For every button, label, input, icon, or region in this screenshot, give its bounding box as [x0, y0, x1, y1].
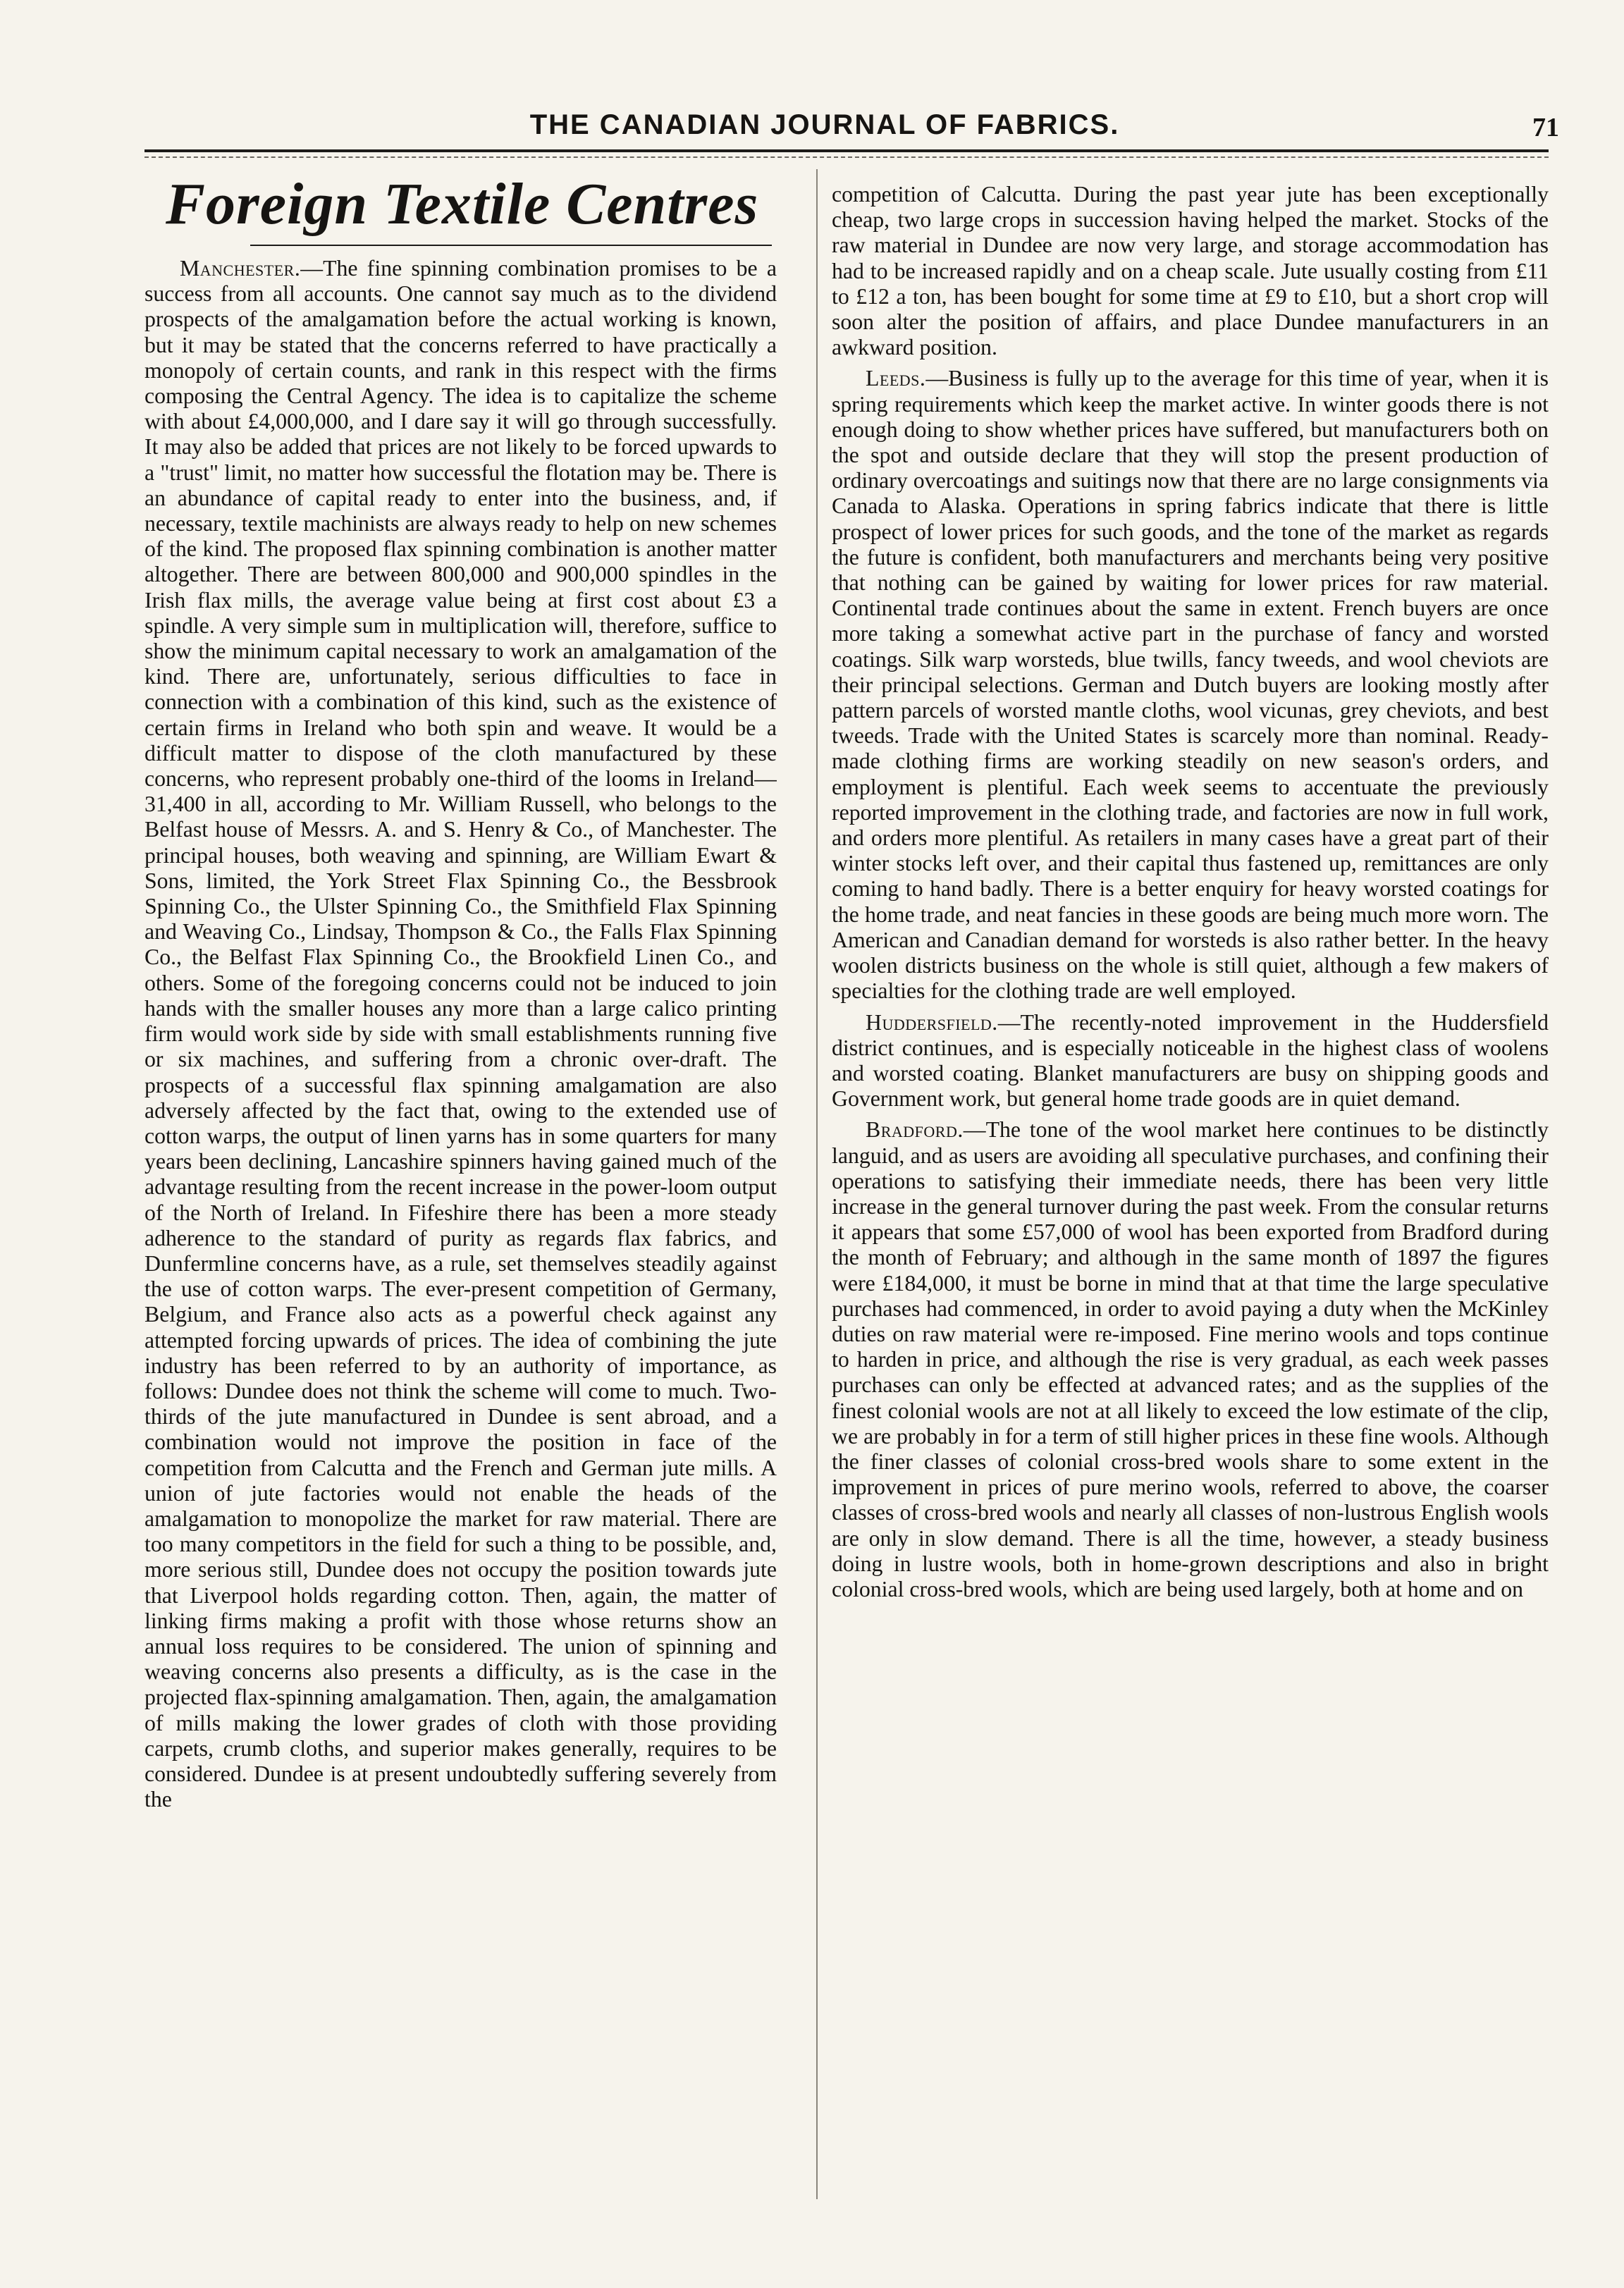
- place-huddersfield: Huddersfield.: [866, 1009, 998, 1035]
- title-rule: [250, 245, 772, 246]
- leeds-text: —Business is fully up to the average for this time of year, when it is spring requirements which keep the market active. In winter goods there is not enough doing to show whether prices have suffered, but manufacturers both on the spot and outside declare that they will stop the present production of ordinary overcoatings and suitings now that there are no large consignments via Canada to Alaska. Operations in spring fabrics indicate that there is little prospect of lower prices for such goods, and the tone of the market as regards the future is confident, both manufacturers and merchants being very positive that nothing can be gained by waiting for lower prices for raw material. Continental trade continues about the same in extent. French buyers are once more taking a somewhat active part in the purchase of fancy and worsted coatings. Silk warp worsteds, blue twills, fancy tweeds, and wool cheviots are their principal selections. German and Dutch buyers are looking mostly after pattern parcels of worsted mantle cloths, wool vicunas, grey cheviots, and best tweeds. Trade with the United States is scarcely more than nominal. Ready-made clothing firms are working steadily on new season's orders, and employment is plentiful. Each week seems to accentuate the previously reported improvement in the clothing trade, and factories are now in full work, and orders more plentiful. As retailers in many cases have a great part of their winter stocks left over, and their capital thus fastened up, remittances are only coming to hand badly. There is a better enquiry for heavy worsted coatings for the home trade, and neat fancies in these goods are being much more worn. The American and Canadian demand for worsteds is also rather better. In the heavy woolen districts business on the whole is still quiet, although a few makers of specialties for the clothing trade are well employed.: [832, 366, 1549, 1004]
- page-number: 71: [1532, 113, 1559, 142]
- place-manchester: Manchester.: [180, 256, 301, 281]
- header-rule-dashed: [144, 156, 1549, 158]
- left-column: [144, 166, 777, 2260]
- bradford-paragraph: [832, 1117, 1549, 1602]
- huddersfield-text: —The recently-noted improvement in the Huddersfield district continues, and is especially noticeable in the highest class of woolens and worsted coating. Blanket manufacturers are busy on shipping goods and Government work, but general home trade goods are in quiet demand.: [832, 1009, 1549, 1112]
- bradford-text: —The tone of the wool market here continues to be distinctly languid, and as users are avoiding all speculative purchases, and confining their operations to satisfying their immediate needs, there has been very little increase in the general turnover during the past week. From the consular returns it appears that some £57,000 of wool has been exported from Bradford during the month of February; and although in the same month of 1897 the figures were £184,000, it must be borne in mind that at that time the large speculative purchases had commenced, in order to avoid paying a duty when the McKinley duties on raw material were re-imposed. Fine merino wools and tops continue to harden in price, and although the rise is very gradual, as each week passes purchases can only be effected at advanced rates; and as the supplies of the finest colonial wools are not at all likely to exceed the low estimate of the clip, we are probably in for a term of still higher prices in these fine wools. Although the finer classes of colonial cross-bred wools share to some extent in the improvement in prices of pure merino wools, referred to above, the coarser classes of cross-bred wools and nearly all classes of non-lustrous English wools are only in slow demand. There is all the time, however, a steady business doing in lustre wools, both in home-grown descriptions and also in bright colonial cross-bred wools, which are being used largely, both at home and on: [832, 1117, 1549, 1601]
- column-divider: [816, 169, 818, 2199]
- huddersfield-paragraph: [832, 1010, 1549, 1112]
- leeds-paragraph: [832, 366, 1549, 1004]
- continuation-paragraph: competition of Calcutta. During the past year jute has been exceptionally cheap, two large crops in succession having helped the market. Stocks of the raw material in Dundee are now very large, and storage accommodation has had to be increased rapidly and on a cheap scale. Jute usually costing from £11 to £12 a ton, has been bought for some time at £9 to £10, but a short crop will soon alter the position of affairs, and place Dundee manufacturers in an awkward position.: [832, 182, 1549, 360]
- place-bradford: Bradford.: [866, 1117, 964, 1143]
- manchester-text: —The fine spinning combination promises to be a success from all accounts. One cannot say much as to the dividend prospects of the amalgamation before the actual working is known, but it may be stated that the concerns referred to have practically a monopoly of certain counts, and rank in this respect with the firms composing the Central Agency. The idea is to capitalize the scheme with about £4,000,000, and I dare say it will go through successfully. It may also be added that prices are not likely to be forced upwards to a "trust" limit, no matter how successful the flotation may be. There is an abundance of capital ready to enter into the business, and, if necessary, textile machinists are always ready to help on new schemes of the kind. The proposed flax spinning combination is another matter altogether. There are between 800,000 and 900,000 spindles in the Irish flax mills, the average value being at first cost about £3 a spindle. A very simple sum in multiplication will, therefore, suffice to show the minimum capital necessary to work an amalgamation of the kind. There are, unfortunately, serious difficulties to face in connection with a combination of this kind, such as the existence of certain firms in Ireland who both spin and weave. It would be a difficult matter to dispose of the cloth manufactured by these concerns, who represent probably one-third of the looms in Ireland—31,400 in all, according to Mr. William Russell, who belongs to the Belfast house of Messrs. A. and S. Henry & Co., of Manchester. The principal houses, both weaving and spinning, are William Ewart & Sons, limited, the York Street Flax Spinning Co., the Bessbrook Spinning Co., the Ulster Spinning Co., the Smithfield Flax Spinning and Weaving Co., Lindsay, Thompson & Co., the Falls Flax Spinning Co., the Belfast Flax Spinning Co., the Brookfield Linen Co., and others. Some of the foregoing concerns could not be induced to join hands with the smaller houses any more than a large calico printing firm would work side by side with small establishments running five or six machines, and suffering from a chronic over-draft. The prospects of a successful flax spinning amalgamation are also adversely affected by the fact that, owing to the extended use of cotton warps, the output of linen yarns has in some quarters for many years been declining, Lancashire spinners having gained much of the advantage resulting from the recent increase in the power-loom output of the North of Ireland. In Fifeshire there has been a more steady adherence to the standard of purity as regards flax fabrics, and Dunfermline concerns have, as a rule, set themselves steadily against the use of cotton warps. The ever-present competition of Germany, Belgium, and France also acts as a powerful check against any attempted forcing upwards of prices. The idea of combining the jute industry has been referred to by an authority of importance, as follows: Dundee does not think the scheme will come to much. Two-thirds of the jute manufactured in Dundee is sent abroad, and a combination would not improve the position in face of the competition from Calcutta and the French and German jute mills. A union of jute factories would not enable the heads of the amalgamation to monopolize the market for raw material. There are too many competitors in the field for such a thing to be possible, and, more serious still, Dundee does not occupy the position towards jute that Liverpool holds regarding cotton. Then, again, the matter of linking firms making a profit with those whose returns show an annual loss requires to be considered. The union of spinning and weaving concerns also presents a difficulty, as is the case in the projected flax-spinning amalgamation. Then, again, the amalgamation of mills making the lower grades of cloth with those providing carpets, crumb cloths, and superior makes generally, requires to be considered. Dundee is at present undoubtedly suffering severely from the: [144, 256, 777, 1812]
- running-head: [0, 109, 1624, 152]
- journal-title: THE CANADIAN JOURNAL OF FABRICS.: [529, 109, 1120, 140]
- header-rule: [144, 149, 1549, 152]
- right-column: [832, 182, 1549, 2260]
- manchester-paragraph: [144, 256, 777, 1812]
- section-title: Foreign Textile Centres: [166, 171, 759, 237]
- place-leeds: Leeds.: [866, 366, 926, 391]
